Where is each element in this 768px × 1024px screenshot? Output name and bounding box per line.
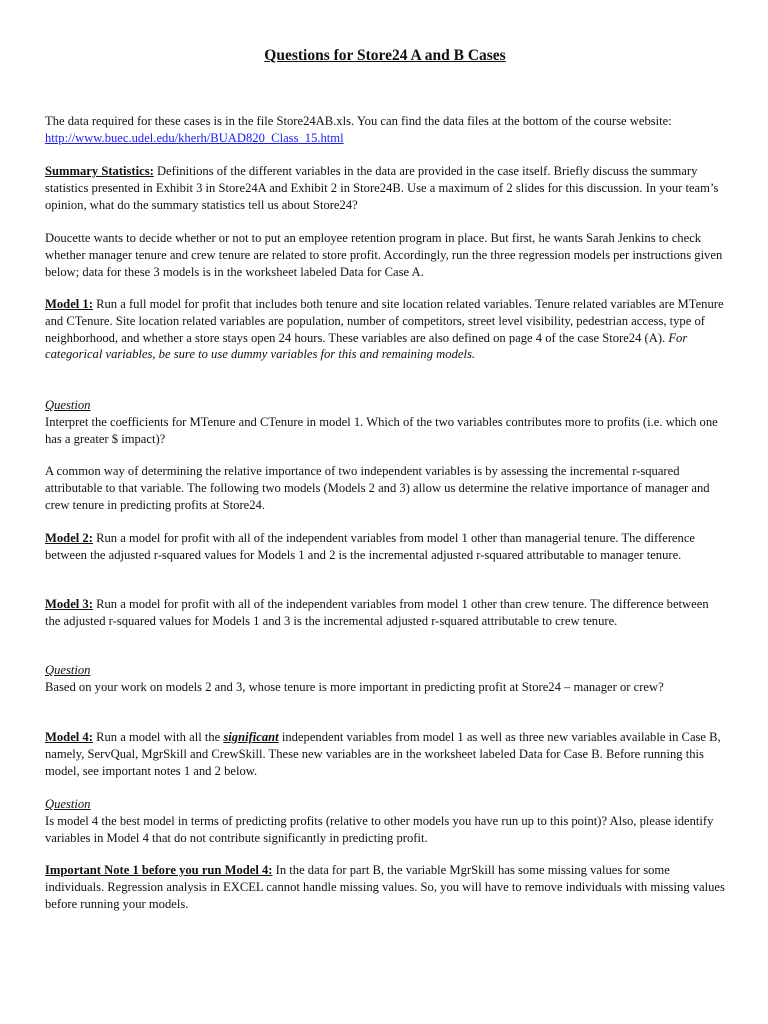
course-website-link[interactable]: http://www.buec.udel.edu/kherh/BUAD820_Class_15.html xyxy=(45,130,344,145)
note1-text: In the data for part B, the variable MgrSkill has some missing values for some individuals. Regression analysis in EXCEL cannot handle missing values. So, you will have to remove individuals with missing values before running your models. xyxy=(45,863,725,911)
question3-text: Is model 4 the best model in terms of predicting profits (relative to other models you have run up to this point)? Also, please identify variables in Model 4 that do not contribute significantly in predicting profit. xyxy=(45,813,714,845)
question2-paragraph xyxy=(45,662,725,696)
question3-paragraph xyxy=(45,796,725,846)
model2-text: Run a model for profit with all of the independent variables from model 1 other than managerial tenure. The difference between the adjusted r-squared values for Models 1 and 2 is the incremental adjusted r-squared attributable to manager tenure. xyxy=(45,531,695,562)
doucette-paragraph xyxy=(45,230,725,280)
model3-text: Run a model for profit with all of the independent variables from model 1 other than crew tenure. The difference between the adjusted r-squared values for Models 1 and 3 is the incremental adjusted r-squared attributable to crew tenure. xyxy=(45,597,709,628)
summary-heading: Summary Statistics: xyxy=(45,164,154,178)
model4-text-after: independent variables from model 1 as well as three new variables available in Case B, namely, ServQual, MgrSkill and CrewSkill. These new variables are in the worksheet labeled Data for Case B. Before running this model, see important notes 1 and 2 below. xyxy=(45,730,721,778)
model2-heading: Model 2: xyxy=(45,531,93,545)
question1-text: Interpret the coefficients for MTenure and CTenure in model 1. Which of the two variables contributes more to profits (i.e. which one has a greater $ impact)? xyxy=(45,414,718,446)
model1-text: Run a full model for profit that includes both tenure and site location related variables. Tenure related variables are MTenure and CTenure. Site location related variables are population, number of competitors, street level visibility, pedestrian access, type of neighborhood, and whether a store stays open 24 hours. These variables are also defined on page 4 of the case Store24 (A). xyxy=(45,297,724,345)
model4-heading: Model 4: xyxy=(45,730,93,744)
model1-paragraph xyxy=(45,296,725,363)
intro-text: The data required for these cases is in the file Store24AB.xls. You can find the data files at the bottom of the course website: xyxy=(45,114,672,128)
summary-paragraph xyxy=(45,163,725,213)
question2-text: Based on your work on models 2 and 3, whose tenure is more important in predicting profit at Store24 – manager or crew? xyxy=(45,679,664,694)
note1-heading: Important Note 1 before you run Model 4: xyxy=(45,863,273,877)
question1-label: Question xyxy=(45,398,91,412)
note1-paragraph xyxy=(45,862,725,912)
model4-paragraph xyxy=(45,729,725,779)
incremental-text: A common way of determining the relative importance of two independent variables is by assessing the incremental r-squared attributable to that variable. The following two models (Models 2 and 3) allow us determine the relative importance of manager and crew tenure in predicting profits at Store24. xyxy=(45,464,710,512)
model3-heading: Model 3: xyxy=(45,597,93,611)
question1-paragraph xyxy=(45,397,725,447)
summary-text: Definitions of the different variables in the data are provided in the case itself. Briefly discuss the summary statistics presented in Exhibit 3 in Store24A and Exhibit 2 in Store24B. Use a maximum of 2 slides for this discussion. In your team’s opinion, what do the summary statistics tell us about Store24? xyxy=(45,164,719,212)
question3-label: Question xyxy=(45,797,91,811)
model1-italic-note: For categorical variables, be sure to use dummy variables for this and remaining models. xyxy=(45,330,688,362)
doucette-text: Doucette wants to decide whether or not to put an employee retention program in place. But first, he wants Sarah Jenkins to check whether manager tenure and crew tenure are related to store profit. Accordingly, run the three regression models per instructions given below; data for these 3 models is in the worksheet labeled Data for Case A. xyxy=(45,231,723,279)
page-title: Questions for Store24 A and B Cases xyxy=(264,47,506,64)
model4-text-before: Run a model with all the xyxy=(92,730,224,744)
question2-label: Question xyxy=(45,663,91,677)
model1-heading: Model 1: xyxy=(45,297,93,311)
intro-paragraph xyxy=(45,113,725,147)
model2-paragraph xyxy=(45,530,725,564)
model3-paragraph xyxy=(45,596,725,630)
incremental-paragraph xyxy=(45,463,725,513)
model4-significant: significant xyxy=(223,730,279,744)
